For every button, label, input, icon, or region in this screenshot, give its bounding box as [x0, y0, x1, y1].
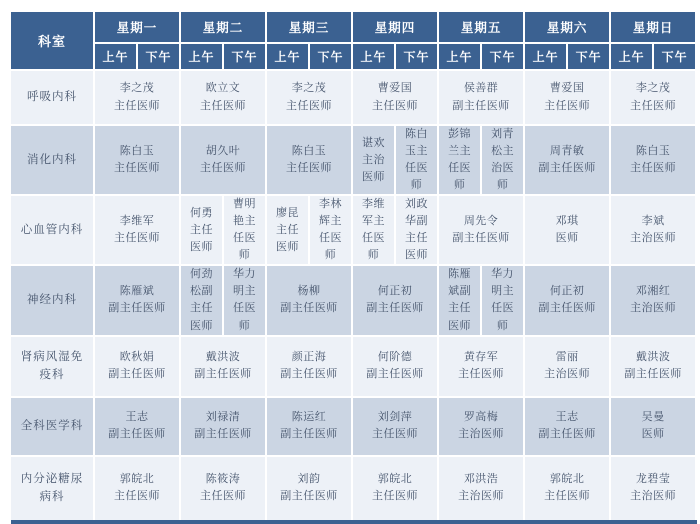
- schedule-cell-full-day: [525, 126, 609, 194]
- doctor-name: 陈白玉: [119, 145, 155, 158]
- doctor-name: 胡久叶: [205, 145, 241, 158]
- doctor-name: 郭皖北: [377, 473, 413, 486]
- schedule-cell-full-day: [611, 337, 695, 396]
- doctor-name: 戴洪波: [635, 351, 671, 364]
- schedule-cell-full-day: [439, 337, 523, 396]
- doctor-name: 刘政华: [405, 198, 429, 228]
- schedule-cell-pm: [482, 126, 523, 194]
- doctor-name: 陈雁斌: [119, 285, 155, 298]
- doctor-title: 副主任医师: [194, 428, 252, 441]
- doctor-title: 副主任医师: [108, 428, 166, 441]
- doctor-title: 主任医师: [458, 368, 505, 381]
- doctor-name: 陈雁斌: [448, 268, 472, 298]
- doctor-title: 主任医师: [491, 285, 515, 332]
- department-row: [11, 266, 695, 334]
- doctor-title: 副主任医师: [538, 162, 596, 175]
- schedule-cell-full-day: [525, 457, 609, 520]
- schedule-cell-full-day: [267, 398, 351, 455]
- doctor-title: 副主任医师: [366, 368, 424, 381]
- day-header: 星期一: [95, 12, 179, 42]
- day-header: 星期二: [181, 12, 265, 42]
- doctor-title: 主任医师: [114, 490, 160, 503]
- doctor-name: 颜正海: [291, 351, 327, 364]
- schedule-cell-full-day: [525, 266, 609, 334]
- doctor-title: 主任医师: [372, 99, 419, 112]
- doctor-name: 陈白玉: [291, 145, 327, 158]
- doctor-name: 龙碧莹: [635, 473, 671, 486]
- doctor-name: 周青敏: [549, 145, 585, 158]
- pm-session-header: 下午: [568, 44, 609, 69]
- doctor-title: 主任医师: [544, 99, 591, 112]
- doctor-title: 副主任医师: [538, 428, 596, 441]
- department-name: 内分泌糖尿病科: [11, 457, 93, 520]
- schedule-cell-am: [181, 196, 222, 264]
- day-header: 星期三: [267, 12, 351, 42]
- department-name: 心血管内科: [11, 196, 93, 264]
- doctor-title: 副主任医师: [366, 302, 424, 315]
- doctor-name: 侯善群: [463, 82, 499, 95]
- schedule-cell-full-day: [95, 457, 179, 520]
- doctor-title: 主治医师: [630, 302, 677, 315]
- schedule-cell-full-day: [611, 126, 695, 194]
- schedule-cell-full-day: [95, 398, 179, 455]
- pm-session-header: 下午: [224, 44, 265, 69]
- schedule-cell-full-day: [181, 126, 265, 194]
- am-session-header: 上午: [525, 44, 566, 69]
- doctor-title: 主治医师: [630, 490, 677, 503]
- am-session-header: 上午: [95, 44, 136, 69]
- department-row: [11, 398, 695, 455]
- schedule-cell-full-day: [95, 71, 179, 124]
- schedule-cell-full-day: [611, 196, 695, 264]
- doctor-title: 主任医师: [362, 215, 386, 262]
- schedule-cell-full-day: [181, 457, 265, 520]
- department-row: [11, 457, 695, 520]
- doctor-name: 刘青松: [491, 128, 515, 158]
- doctor-name: 曹爱国: [377, 82, 413, 95]
- doctor-name: 欧秋娟: [119, 351, 155, 364]
- doctor-name: 何正初: [377, 285, 413, 298]
- schedule-cell-full-day: [353, 266, 437, 334]
- schedule-cell-full-day: [267, 126, 351, 194]
- doctor-title: 副主任医师: [280, 490, 338, 503]
- cutoff-next-row-strip: [11, 520, 697, 524]
- department-row: [11, 196, 695, 264]
- schedule-cell-full-day: [525, 196, 609, 264]
- department-row: [11, 71, 695, 124]
- doctor-name: 廖昆: [276, 206, 300, 219]
- schedule-cell-full-day: [353, 337, 437, 396]
- doctor-title: 主任医师: [448, 145, 472, 192]
- pm-session-header: 下午: [138, 44, 179, 69]
- department-row: [11, 126, 695, 194]
- doctor-title: 副主任医师: [108, 368, 166, 381]
- doctor-name: 刘禄清: [205, 411, 241, 424]
- doctor-name: 何勇: [190, 206, 214, 219]
- department-name: 肾病风湿免疫科: [11, 337, 93, 396]
- doctor-title: 副主任医师: [108, 302, 166, 315]
- doctor-title: 主任医师: [372, 490, 419, 503]
- schedule-cell-am: [267, 196, 308, 264]
- doctor-title: 主任医师: [200, 99, 247, 112]
- schedule-cell-full-day: [439, 196, 523, 264]
- doctor-name: 陈筱涛: [205, 473, 241, 486]
- schedule-cell-full-day: [267, 71, 351, 124]
- doctor-title: 主治医师: [458, 490, 505, 503]
- doctor-name: 李之茂: [635, 82, 671, 95]
- doctor-title: 主任医师: [233, 215, 257, 262]
- schedule-cell-pm: [224, 196, 265, 264]
- schedule-cell-pm: [396, 126, 437, 194]
- day-header: 星期五: [439, 12, 523, 42]
- schedule-cell-full-day: [95, 196, 179, 264]
- schedule-cell-am: [181, 266, 222, 334]
- schedule-cell-full-day: [525, 71, 609, 124]
- day-header: 星期四: [353, 12, 437, 42]
- schedule-cell-pm: [310, 196, 351, 264]
- doctor-name: 李维军: [362, 198, 386, 228]
- am-session-header: 上午: [353, 44, 394, 69]
- doctor-title: 医师: [641, 428, 665, 441]
- am-session-header: 上午: [611, 44, 652, 69]
- doctor-title: 副主任医师: [280, 428, 338, 441]
- doctor-name: 吴曼: [641, 411, 665, 424]
- doctor-title: 副主任医师: [194, 368, 252, 381]
- doctor-name: 李之茂: [291, 82, 327, 95]
- doctor-name: 雷丽: [555, 351, 579, 364]
- doctor-title: 主任医师: [319, 215, 343, 262]
- doctor-name: 李斌: [641, 215, 665, 228]
- doctor-name: 刘剑萍: [377, 411, 413, 424]
- doctor-title: 主任医师: [405, 145, 429, 192]
- doctor-title: 主任医师: [286, 162, 333, 175]
- doctor-title: 主治医师: [491, 145, 515, 192]
- doctor-name: 曹明艳: [233, 198, 257, 228]
- doctor-title: 医师: [555, 232, 579, 245]
- schedule-cell-full-day: [95, 337, 179, 396]
- doctor-title: 主治医师: [544, 368, 591, 381]
- department-name: 神经内科: [11, 266, 93, 334]
- pm-session-header: 下午: [310, 44, 351, 69]
- doctor-name: 陈白玉: [405, 128, 429, 158]
- schedule-cell-am: [353, 196, 394, 264]
- doctor-schedule-table: [9, 10, 697, 522]
- doctor-title: 主任医师: [200, 162, 247, 175]
- doctor-name: 欧立文: [205, 82, 241, 95]
- doctor-name: 邓湘红: [635, 285, 671, 298]
- day-header: 星期六: [525, 12, 609, 42]
- schedule-cell-full-day: [267, 457, 351, 520]
- doctor-title: 主任医师: [630, 162, 677, 175]
- doctor-name: 刘韵: [297, 473, 321, 486]
- department-column-header: 科室: [11, 12, 93, 69]
- schedule-cell-full-day: [95, 266, 179, 334]
- schedule-cell-full-day: [181, 337, 265, 396]
- doctor-title: 主任医师: [276, 223, 300, 253]
- doctor-name: 华力明: [233, 268, 257, 298]
- schedule-cell-pm: [482, 266, 523, 334]
- doctor-title: 主任医师: [200, 490, 247, 503]
- schedule-cell-pm: [396, 196, 437, 264]
- doctor-name: 郭皖北: [119, 473, 155, 486]
- am-session-header: 上午: [181, 44, 222, 69]
- schedule-cell-full-day: [611, 457, 695, 520]
- doctor-name: 何劲松: [190, 268, 214, 298]
- am-session-header: 上午: [439, 44, 480, 69]
- doctor-name: 王志: [555, 411, 579, 424]
- doctor-name: 郭皖北: [549, 473, 585, 486]
- doctor-title: 主任医师: [114, 162, 160, 175]
- doctor-name: 陈白玉: [635, 145, 671, 158]
- schedule-cell-am: [439, 126, 480, 194]
- doctor-name: 杨柳: [297, 285, 321, 298]
- doctor-name: 华力明: [491, 268, 515, 298]
- doctor-title: 副主任医师: [452, 99, 510, 112]
- doctor-title: 主治医师: [630, 232, 677, 245]
- doctor-name: 邓琪: [555, 215, 579, 228]
- schedule-cell-full-day: [181, 71, 265, 124]
- schedule-cell-full-day: [611, 398, 695, 455]
- day-header: 星期日: [611, 12, 695, 42]
- doctor-name: 何阶德: [377, 351, 413, 364]
- schedule-cell-full-day: [611, 71, 695, 124]
- department-name: 全科医学科: [11, 398, 93, 455]
- schedule-cell-full-day: [525, 398, 609, 455]
- schedule-cell-full-day: [267, 337, 351, 396]
- doctor-title: 主治医师: [458, 428, 505, 441]
- schedule-cell-full-day: [95, 126, 179, 194]
- schedule-cell-full-day: [181, 398, 265, 455]
- doctor-name: 李之茂: [119, 82, 155, 95]
- doctor-title: 副主任医师: [405, 215, 429, 262]
- schedule-cell-full-day: [439, 71, 523, 124]
- doctor-title: 主任医师: [190, 223, 214, 253]
- schedule-cell-full-day: [439, 457, 523, 520]
- doctor-title: 副主任医师: [280, 368, 338, 381]
- doctor-title: 副主任医师: [624, 368, 682, 381]
- department-name: 消化内科: [11, 126, 93, 194]
- schedule-cell-full-day: [525, 337, 609, 396]
- schedule-cell-full-day: [611, 266, 695, 334]
- pm-session-header: 下午: [654, 44, 695, 69]
- doctor-title: 副主任医师: [190, 285, 214, 332]
- doctor-title: 主任医师: [114, 99, 160, 112]
- schedule-cell-full-day: [353, 71, 437, 124]
- schedule-cell-full-day: [267, 266, 351, 334]
- doctor-name: 戴洪波: [205, 351, 241, 364]
- schedule-cell-am: [353, 126, 394, 194]
- doctor-title: 主任医师: [630, 99, 677, 112]
- doctor-name: 黄存军: [463, 351, 499, 364]
- doctor-title: 副主任医师: [280, 302, 338, 315]
- doctor-title: 主任医师: [372, 428, 419, 441]
- doctor-title: 主治医师: [362, 153, 386, 183]
- am-session-header: 上午: [267, 44, 308, 69]
- doctor-name: 邓洪浩: [463, 473, 499, 486]
- doctor-name: 周先令: [463, 215, 499, 228]
- doctor-name: 李林辉: [319, 198, 343, 228]
- doctor-title: 副主任医师: [452, 232, 510, 245]
- doctor-name: 李维军: [119, 215, 155, 228]
- schedule-cell-am: [439, 266, 480, 334]
- schedule-cell-full-day: [353, 398, 437, 455]
- doctor-name: 陈运红: [291, 411, 327, 424]
- schedule-cell-full-day: [439, 398, 523, 455]
- pm-session-header: 下午: [482, 44, 523, 69]
- doctor-title: 主任医师: [114, 232, 160, 245]
- schedule-cell-full-day: [353, 457, 437, 520]
- doctor-title: 副主任医师: [538, 302, 596, 315]
- pm-session-header: 下午: [396, 44, 437, 69]
- doctor-title: 副主任医师: [448, 285, 472, 332]
- doctor-name: 罗高梅: [463, 411, 499, 424]
- doctor-name: 谌欢: [362, 136, 386, 149]
- doctor-title: 主任医师: [233, 285, 257, 332]
- doctor-title: 主任医师: [286, 99, 333, 112]
- doctor-name: 王志: [125, 411, 149, 424]
- doctor-name: 何正初: [549, 285, 585, 298]
- doctor-name: 彭锦兰: [448, 128, 472, 158]
- doctor-title: 主任医师: [544, 490, 591, 503]
- doctor-name: 曹爱国: [549, 82, 585, 95]
- department-row: [11, 337, 695, 396]
- department-name: 呼吸内科: [11, 71, 93, 124]
- schedule-cell-pm: [224, 266, 265, 334]
